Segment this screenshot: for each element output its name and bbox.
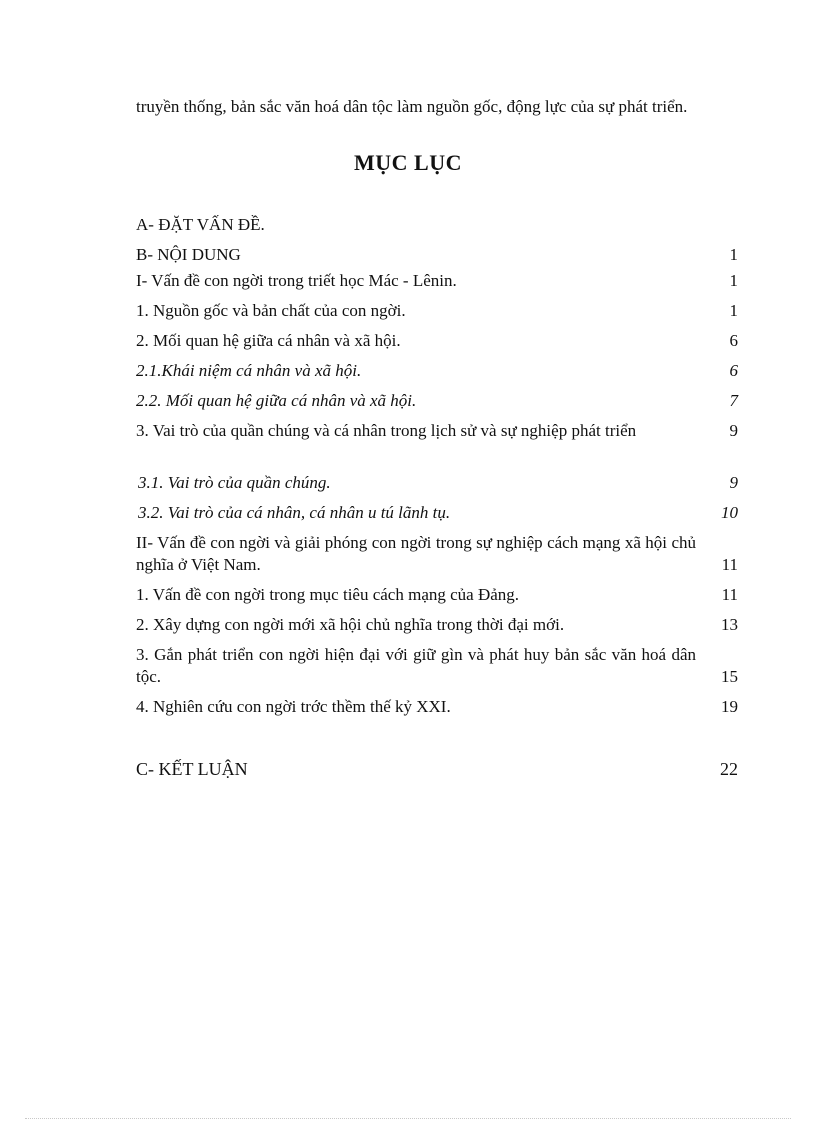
toc-entry-page: 9 bbox=[729, 473, 738, 492]
toc-entry-text: II- Vấn đề con ngời và giải phóng con ngời trong sự nghiệp cách mạng xã hội chủ nghĩa ở Việt Nam. bbox=[136, 533, 696, 574]
toc-entry bbox=[138, 472, 738, 494]
toc-entry bbox=[136, 584, 738, 606]
toc-entry bbox=[138, 502, 738, 524]
toc-entry-page: 1 bbox=[729, 271, 738, 290]
toc-entry bbox=[136, 758, 738, 780]
toc-entry-text: 3. Gắn phát triển con ngời hiện đại với giữ gìn và phát huy bản sắc văn hoá dân tộc. bbox=[136, 645, 696, 686]
toc-entry-page: 6 bbox=[729, 361, 738, 380]
toc-entry bbox=[136, 420, 738, 442]
page-bottom-divider bbox=[25, 1118, 791, 1119]
toc-entry-text: 2. Xây dựng con ngời mới xã hội chủ nghĩa trong thời đại mới. bbox=[136, 615, 565, 634]
toc-entry-text: I- Vấn đề con ngời trong triết học Mác - Lênin. bbox=[136, 271, 457, 290]
toc-entry-page: 9 bbox=[729, 421, 738, 440]
toc-entry-page: 1 bbox=[729, 245, 738, 264]
toc-entry bbox=[136, 214, 738, 236]
toc-entry bbox=[136, 614, 738, 636]
toc-entry bbox=[136, 532, 738, 576]
toc-entry-text: 3.2. Vai trò của cá nhân, cá nhân u tú lãnh tụ. bbox=[138, 503, 451, 522]
toc-entry bbox=[136, 270, 738, 292]
toc-entry-text: C- KẾT LUẬN bbox=[136, 759, 248, 779]
toc-entry-page: 13 bbox=[721, 615, 738, 634]
toc-entry-text: 4. Nghiên cứu con ngời trớc thềm thế kỷ XXI. bbox=[136, 697, 451, 716]
toc-entry-text: 3. Vai trò của quần chúng và cá nhân trong lịch sử và sự nghiệp phát triển bbox=[136, 421, 637, 440]
toc-entry-page: 10 bbox=[721, 503, 738, 522]
intro-paragraph: truyền thống, bản sắc văn hoá dân tộc làm nguồn gốc, động lực của sự phát triển. bbox=[136, 97, 688, 116]
toc-entry-text: A- ĐẶT VẤN ĐỀ. bbox=[136, 215, 265, 234]
toc-entry-text: 1. Vấn đề con ngời trong mục tiêu cách mạng của Đảng. bbox=[136, 585, 520, 604]
toc-entry bbox=[136, 330, 738, 352]
toc-entry bbox=[136, 696, 738, 718]
toc-entry-page: 22 bbox=[720, 759, 738, 779]
toc-entry bbox=[136, 644, 738, 688]
toc-entry-page: 11 bbox=[721, 585, 738, 604]
toc-entry bbox=[136, 390, 738, 412]
toc-entry-page: 15 bbox=[721, 667, 738, 686]
toc-entry-text: 2. Mối quan hệ giữa cá nhân và xã hội. bbox=[136, 331, 401, 350]
toc-entry-text: 1. Nguồn gốc và bản chất của con ngời. bbox=[136, 301, 406, 320]
toc-entry bbox=[136, 360, 738, 382]
toc-entry-text: B- NỘI DUNG bbox=[136, 245, 241, 264]
toc-entry-text: 2.1.Khái niệm cá nhân và xã hội. bbox=[136, 361, 362, 380]
toc-entry bbox=[136, 300, 738, 322]
toc-entry-page: 11 bbox=[721, 555, 738, 574]
toc-entry-page: 19 bbox=[721, 697, 738, 716]
toc-entry-page: 1 bbox=[729, 301, 738, 320]
toc-title: MỤC LỤC bbox=[354, 150, 462, 175]
toc-entry-page: 7 bbox=[729, 391, 738, 410]
toc-entry-text: 3.1. Vai trò của quần chúng. bbox=[138, 473, 331, 492]
toc-entry-page: 6 bbox=[729, 331, 738, 350]
toc-entry-text: 2.2. Mối quan hệ giữa cá nhân và xã hội. bbox=[136, 391, 417, 410]
toc-entry bbox=[136, 244, 738, 266]
